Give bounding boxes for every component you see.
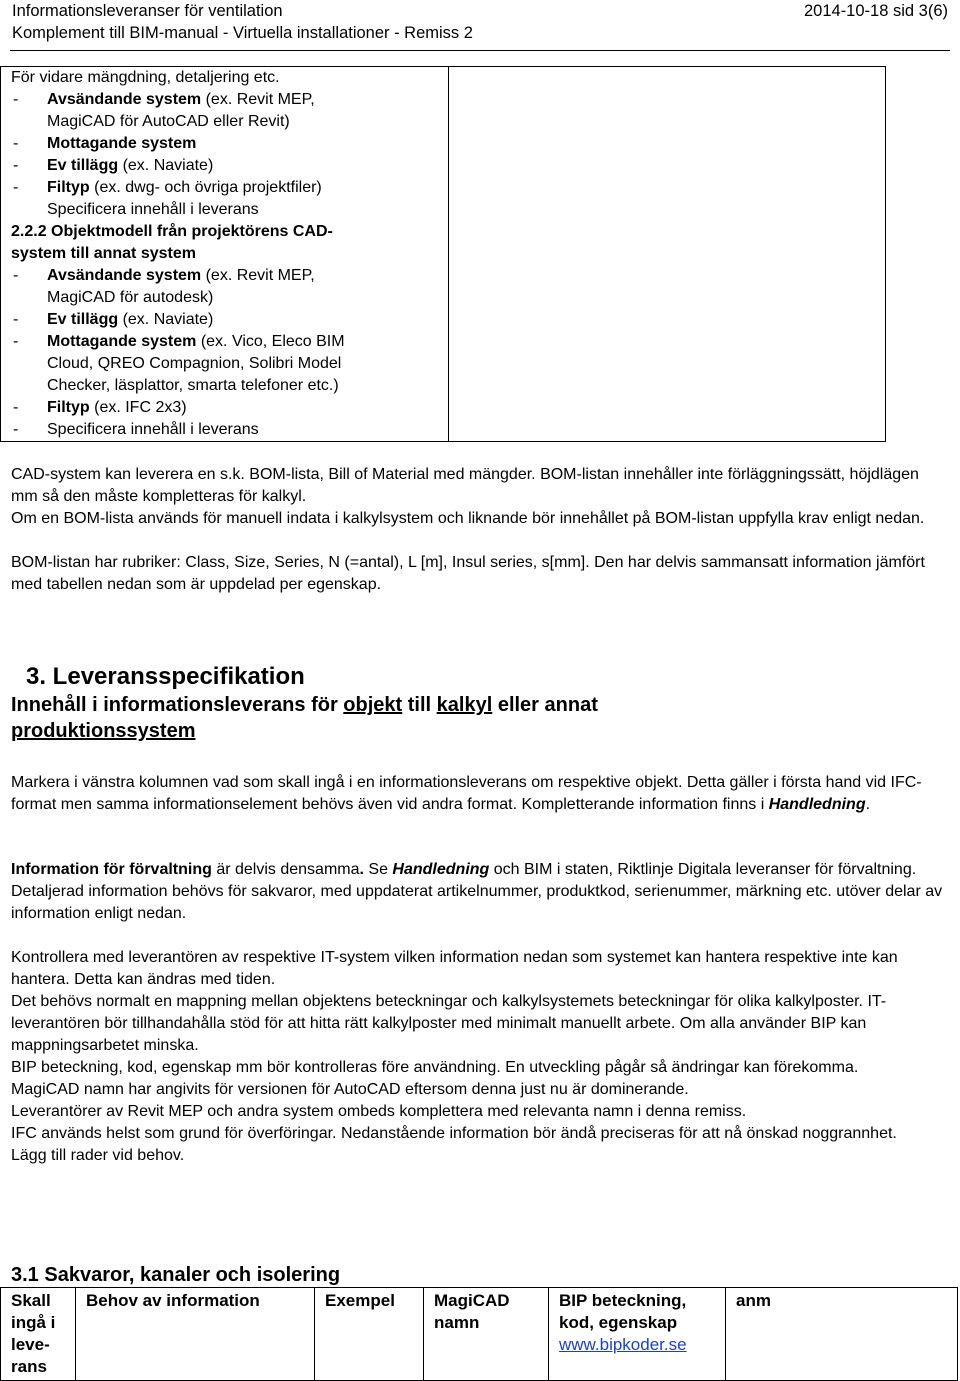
list-item: - Ev tillägg (ex. Naviate) xyxy=(13,311,214,328)
list-item: Checker, läsplattor, smarta telefoner etc.) xyxy=(47,377,339,394)
note-paragraph: Lägg till rader vid behov. xyxy=(11,1147,185,1164)
header-subtitle: Komplement till BIM-manual - Virtuella installationer - Remiss 2 xyxy=(12,24,473,42)
section-subtitle: Innehåll i informationsleverans för objekt till kalkyl eller annat produktionssystem xyxy=(11,694,598,742)
col-header-notes: anm xyxy=(726,1288,958,1381)
table-cell-right xyxy=(449,67,886,442)
box-intro: För vidare mängdning, detaljering etc. xyxy=(11,69,280,86)
bom-paragraph-1: CAD-system kan leverera en s.k. BOM-lista, Bill of Material med mängder. BOM-listan innehåller inte förläggningssätt, höjdlägen mm så den måste kompletteras för kalkyl. xyxy=(11,466,919,505)
note-paragraph: IFC används helst som grund för överföringar. Nedanstående information bör ändå preciseras för att nå önskad noggrannhet. xyxy=(11,1125,897,1142)
bom-paragraph-3: BOM-listan har rubriker: Class, Size, Series, N (=antal), L [m], Insul series, s[mm]. Den har delvis sammansatt information jämfört med tabellen nedan som är uppdelad per egenskap. xyxy=(11,554,925,593)
list-item: MagiCAD för autodesk) xyxy=(47,289,214,306)
note-paragraph: BIP beteckning, kod, egenskap mm bör kontrolleras före användning. En utveckling pågår så ändringar kan förekomma. xyxy=(11,1059,859,1076)
col-header-include: Skall ingå i leve-rans xyxy=(1,1288,76,1381)
section-title: 3. Leveransspecifikation xyxy=(26,663,305,690)
list-item: Specificera innehåll i leverans xyxy=(47,201,259,218)
note-paragraph: Leverantörer av Revit MEP och andra system ombeds komplettera med relevanta namn i denna remiss. xyxy=(11,1103,747,1120)
table-row xyxy=(1,67,886,442)
spec-table xyxy=(0,1287,958,1381)
col-header-magicad: MagiCAD namn xyxy=(424,1288,549,1381)
list-item: MagiCAD för AutoCAD eller Revit) xyxy=(47,113,290,130)
list-item: - Ev tillägg (ex. Naviate) xyxy=(13,157,214,174)
page-header xyxy=(12,0,948,44)
list-item: Cloud, QREO Compagnion, Solibri Model xyxy=(47,355,342,372)
col-header-bip: BIP beteckning, kod, egenskap www.bipkoder.se xyxy=(549,1288,726,1381)
management-paragraph: Information för förvaltning är delvis densamma. Se Handledning och BIM i staten, Riktlinje Digitala leveranser för förvaltning. Detaljerad information behövs för sakvaror, med uppdaterat artikelnummer, produktkod, serienummer, märkning etc. utöver delar av information enligt nedan. xyxy=(11,861,943,922)
list-item: - Filtyp (ex. dwg- och övriga projektfiler) xyxy=(13,179,322,196)
box-heading-line1: 2.2.2 Objektmodell från projektörens CAD- xyxy=(11,223,333,240)
export-list xyxy=(11,89,440,221)
note-paragraph: MagiCAD namn har angivits för versionen för AutoCAD eftersom denna just nu är dominerande. xyxy=(11,1081,689,1098)
subsection-title: 3.1 Sakvaror, kanaler och isolering xyxy=(11,1264,341,1286)
col-header-need: Behov av information xyxy=(76,1288,315,1381)
list-item: - Mottagande system (ex. Vico, Eleco BIM xyxy=(13,333,345,350)
list-item: - Filtyp (ex. IFC 2x3) xyxy=(13,399,187,416)
box-heading-line2: system till annat system xyxy=(11,245,196,262)
list-item: - Avsändande system (ex. Revit MEP, xyxy=(13,267,315,284)
table-cell-left xyxy=(1,67,449,442)
list-item: - Mottagande system xyxy=(13,135,197,152)
note-paragraph: Det behövs normalt en mappning mellan objektens beteckningar och kalkylsystemets beteckningar för olika kalkylposter. IT-leverantören bör tillhandahålla stöd för att hitta rätt kalkylposter med minimalt manuellt arbete. Om alla använder BIP kan mappningsarbetet minska. xyxy=(11,993,887,1054)
note-paragraph: Kontrollera med leverantören av respektive IT-system vilken information nedan som systemet kan hantera respektive inte kan hantera. Detta kan ändras med tiden. xyxy=(11,949,898,988)
header-divider xyxy=(10,50,950,51)
system-table xyxy=(0,66,886,442)
header-date-page: 2014-10-18 sid 3(6) xyxy=(803,2,948,20)
instruction-paragraph: Markera i vänstra kolumnen vad som skall ingå i en informationsleverans om respektive objekt. Detta gäller i första hand vid IFC-format men samma informationselement behövs även vid andra format. Kompletterande information finns i Handledning. xyxy=(11,774,922,813)
list-item: - Avsändande system (ex. Revit MEP, xyxy=(13,91,315,108)
table-header-row xyxy=(1,1288,958,1381)
notes-block xyxy=(11,947,948,1167)
export-list-2 xyxy=(11,265,440,441)
list-item: - Specificera innehåll i leverans xyxy=(13,421,259,438)
header-doc-title: Informationsleveranser för ventilation xyxy=(12,2,283,20)
col-header-example: Exempel xyxy=(315,1288,424,1381)
bip-link[interactable]: www.bipkoder.se xyxy=(559,1335,687,1354)
bom-paragraph-2: Om en BOM-lista används för manuell indata i kalkylsystem och liknande bör innehållet på BOM-listan uppfylla krav enligt nedan. xyxy=(11,510,925,527)
